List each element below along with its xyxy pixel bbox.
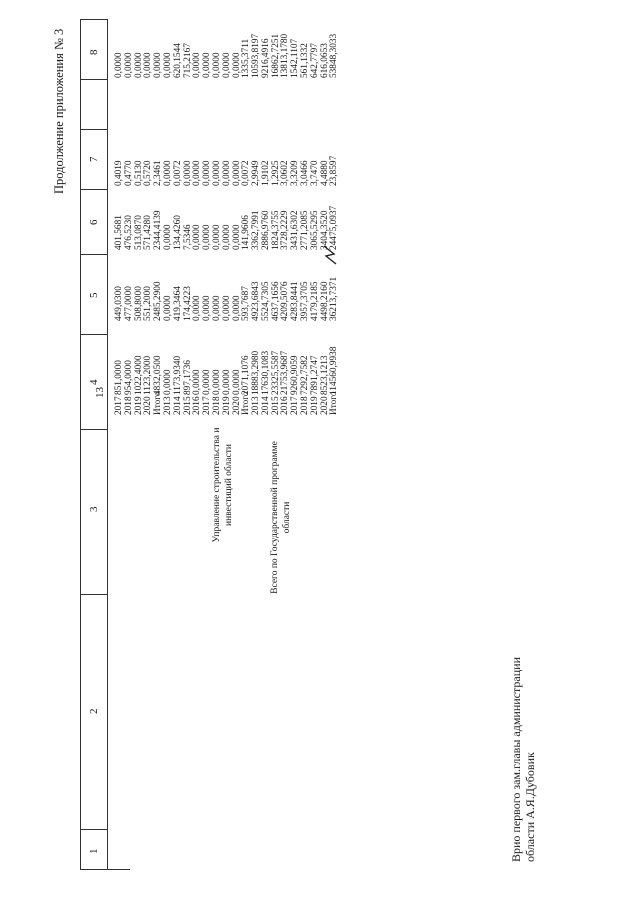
g1_rows-cell-c7: 0,0072 — [172, 160, 183, 186]
g1_rows-cell-c8: 0,0000 — [192, 52, 203, 78]
g1_rows-cell-c7: 0,0000 — [163, 160, 173, 186]
g2_rows-cell-c7: 23,8597 — [329, 155, 340, 186]
g2_rows-cell-c6: 2771,2085 — [300, 210, 310, 250]
top_rows-cell-year: 2017 — [114, 396, 124, 415]
top_rows-cell-c5: 508,8000 — [133, 286, 144, 321]
g1_rows-cell-c6: 0,0000 — [163, 224, 173, 250]
col-number-5: 5 — [88, 292, 100, 298]
g1_rows-cell-c5: 174,4223 — [182, 286, 193, 321]
col-divider — [80, 189, 108, 190]
top_rows-cell-year: 2020 — [143, 396, 154, 415]
col-divider — [80, 79, 108, 80]
col-number-4: 4 — [88, 379, 100, 385]
col-number-8: 8 — [88, 49, 100, 55]
g1_rows-cell-c8: 620,1544 — [172, 43, 183, 78]
top_rows-cell-c8: 0,0000 — [153, 52, 164, 78]
top_rows-cell-c4: 4832,0500 — [153, 355, 164, 395]
g2_rows-cell-c7: 4,4880 — [319, 160, 330, 186]
col-divider — [80, 829, 108, 830]
g2_rows-cell-c8: 53848,3033 — [329, 33, 340, 78]
g1_rows-cell-c6: 0,0000 — [231, 224, 242, 250]
signature-line-2: области А.Я.Дубовик — [523, 752, 537, 862]
g2_rows-cell-c6: 3728,2229 — [280, 210, 291, 250]
g2_rows-cell-c8: 10593,8197 — [251, 33, 261, 78]
section-number: 13 — [94, 387, 106, 398]
g2_rows-cell-c5: 4283,8441 — [290, 281, 301, 321]
g2_rows-cell-year: 2015 — [270, 396, 281, 415]
g2_rows-cell-c7: 3,3209 — [290, 160, 301, 186]
top_rows-cell-c4: 954,0000 — [123, 360, 134, 395]
g2_rows-cell-year: 2014 — [260, 396, 271, 415]
g2_rows-cell-year: 2017 — [290, 396, 301, 415]
g2_rows-cell-year: 2013 — [251, 396, 261, 415]
g1_rows-cell-c8: 1335,3711 — [241, 38, 252, 78]
g1_rows-cell-year: 2020 — [231, 396, 242, 415]
g1_rows-cell-c5: 0,0000 — [231, 295, 242, 321]
g2_rows-cell-c8: 616,0653 — [319, 43, 330, 78]
g1_rows-cell-c7: 0,0000 — [192, 160, 203, 186]
g2_rows-cell-c6: 3431,6302 — [290, 210, 301, 250]
top_rows-cell-c6: 2344,4139 — [153, 210, 164, 250]
g1_rows-cell-year: 2014 — [172, 396, 183, 415]
g1_rows-cell-c8: 0,0000 — [221, 52, 232, 78]
g1_rows-cell-year: 2017 — [202, 396, 213, 415]
col-divider — [80, 334, 108, 335]
g1_rows-cell-c8: 715,2167 — [182, 43, 193, 78]
g1_rows-cell-c4: 0,0000 — [202, 369, 213, 395]
g1_rows-cell-c8: 0,0000 — [202, 52, 213, 78]
g1_rows-cell-c5: 0,0000 — [192, 295, 203, 321]
g2_rows-cell-year: 2019 — [309, 396, 320, 415]
g2_rows-cell-c5: 5524,7305 — [260, 281, 271, 321]
g1_rows-cell-c6: 0,0000 — [192, 224, 203, 250]
top_rows-cell-c5: 551,2000 — [143, 286, 154, 321]
top_rows-cell-year: 2018 — [123, 396, 134, 415]
g1_rows-cell-c4: 0,0000 — [192, 369, 203, 395]
g2_rows-cell-c4: 9260,9059 — [290, 355, 301, 395]
g1_rows-cell-c4: 0,0000 — [221, 369, 232, 395]
g2_rows-cell-c4: 18883,2980 — [251, 350, 261, 395]
top_rows-cell-year: Итого — [153, 391, 164, 415]
table-top-border — [80, 20, 81, 870]
g1_rows-cell-c4: 0,0000 — [212, 369, 222, 395]
g2_rows-cell-c6: 3404,3520 — [319, 210, 330, 250]
g2_rows-cell-c6: 24475,0937 — [329, 205, 340, 250]
g1_rows-cell-c4: 897,1736 — [182, 360, 193, 395]
top_rows-cell-c8: 0,0000 — [133, 52, 144, 78]
g2_rows-cell-c7: 3,0466 — [300, 160, 310, 186]
g2_rows-cell-year: 2020 — [319, 396, 330, 415]
g1_rows-cell-c7: 0,0072 — [241, 160, 252, 186]
g2_rows-cell-c6: 2886,9760 — [260, 210, 271, 250]
g1_rows-cell-year: 2019 — [221, 396, 232, 415]
g2_rows-cell-c4: 23325,5587 — [270, 350, 281, 395]
col-number-7: 7 — [88, 156, 100, 162]
top_rows-cell-c4: 851,0000 — [114, 360, 124, 395]
top_rows-cell-c5: 449,0300 — [114, 286, 124, 321]
top_rows-cell-c6: 401,5681 — [114, 215, 124, 250]
g2_rows-cell-c7: 1,9102 — [260, 160, 271, 186]
top_rows-cell-year: 2019 — [133, 396, 144, 415]
group-label-total-program: Всего по Государственной программе области — [270, 441, 292, 594]
top_rows-cell-c6: 571,4280 — [143, 215, 154, 250]
g2_rows-cell-c4: 7891,2747 — [309, 355, 320, 395]
g1_rows-cell-c8: 0,0000 — [212, 52, 222, 78]
g1_rows-cell-c7: 0,0000 — [231, 160, 242, 186]
g2_rows-cell-c6: 3362,7991 — [251, 210, 261, 250]
top_rows-cell-c7: 0,5720 — [143, 160, 154, 186]
g2_rows-cell-year: 2016 — [280, 396, 291, 415]
col-divider — [80, 594, 108, 595]
top_rows-cell-c5: 2485,2900 — [153, 281, 164, 321]
g2_rows-cell-c7: 1,2925 — [270, 160, 281, 186]
top_rows-cell-c4: 1123,2000 — [143, 355, 154, 395]
col-number-3: 3 — [88, 506, 100, 512]
top_rows-cell-c7: 2,3461 — [153, 160, 164, 186]
g2_rows-cell-c6: 3065,5295 — [309, 210, 320, 250]
top_rows-cell-c5: 477,0000 — [123, 286, 134, 321]
g1_rows-cell-c6: 0,0000 — [221, 224, 232, 250]
g1_rows-cell-c7: 0,0000 — [221, 160, 232, 186]
g1_rows-cell-c8: 0,0000 — [231, 52, 242, 78]
col-number-2: 2 — [88, 708, 100, 714]
g1_rows-cell-year: Итого — [241, 391, 252, 415]
g1_rows-cell-c5: 593,7687 — [241, 286, 252, 321]
g2_rows-cell-c8: 16862,7251 — [270, 33, 281, 78]
col-divider — [80, 429, 108, 430]
g2_rows-cell-c8: 1542,1107 — [290, 38, 301, 78]
g1_rows-cell-c7: 0,0000 — [202, 160, 213, 186]
g1_rows-cell-c4: 0,0000 — [231, 369, 242, 395]
g2_rows-cell-c4: 17630,1083 — [260, 350, 271, 395]
g2_rows-cell-c4: 21753,9687 — [280, 350, 291, 395]
g2_rows-cell-c5: 4179,2185 — [309, 281, 320, 321]
top_rows-cell-c8: 0,0000 — [114, 52, 124, 78]
g1_rows-cell-c6: 0,0000 — [202, 224, 213, 250]
g2_rows-cell-year: 2018 — [300, 396, 310, 415]
top_rows-cell-c6: 513,0870 — [133, 215, 144, 250]
g2_rows-cell-c4: 7292,7582 — [300, 355, 310, 395]
col-number-6: 6 — [88, 219, 100, 225]
g2_rows-cell-c6: 1824,3755 — [270, 210, 281, 250]
top_rows-cell-c7: 0,4019 — [114, 160, 124, 186]
col-divider — [80, 254, 108, 255]
rotated-page — [52, 10, 612, 870]
g2_rows-cell-year: Итого — [329, 391, 340, 415]
g1_rows-cell-c5: 0,0000 — [221, 295, 232, 321]
top_rows-cell-c7: 0,4770 — [123, 160, 134, 186]
column-number-border — [107, 20, 108, 870]
g2_rows-cell-c5: 4498,2160 — [319, 281, 330, 321]
g1_rows-cell-c6: 7,5346 — [182, 224, 193, 250]
g1_rows-cell-c6: 0,0000 — [212, 224, 222, 250]
g2_rows-cell-c8: 9216,4916 — [260, 38, 271, 78]
g1_rows-cell-c4: 0,0000 — [163, 369, 173, 395]
g1_rows-cell-c7: 0,0000 — [212, 160, 222, 186]
g2_rows-cell-c5: 3957,3705 — [300, 281, 310, 321]
g2_rows-cell-c4: 8523,1213 — [319, 355, 330, 395]
g1_rows-cell-c5: 419,3464 — [172, 286, 183, 321]
col-number-1: 1 — [88, 848, 100, 854]
g1_rows-cell-c6: 134,4260 — [172, 215, 183, 250]
g1_rows-cell-c8: 0,0000 — [163, 52, 173, 78]
page-title: Продолжение приложения № 3 — [52, 28, 66, 194]
g2_rows-cell-c8: 13813,1780 — [280, 33, 291, 78]
col-divider — [80, 19, 108, 20]
g2_rows-cell-c8: 642,7797 — [309, 43, 320, 78]
g1_rows-cell-c5: 0,0000 — [163, 295, 173, 321]
g1_rows-cell-c7: 0,0000 — [182, 160, 193, 186]
g2_rows-cell-c4: 114560,9938 — [329, 346, 340, 395]
g1_rows-cell-year: 2018 — [212, 396, 222, 415]
top_rows-cell-c7: 0,5130 — [133, 160, 144, 186]
g2_rows-cell-c7: 3,0602 — [280, 160, 291, 186]
g2_rows-cell-c5: 36213,7371 — [329, 276, 340, 321]
g2_rows-cell-c7: 2,9949 — [251, 160, 261, 186]
top_rows-cell-c4: 1022,4000 — [133, 355, 144, 395]
handwritten-mark — [322, 242, 340, 266]
top_rows-cell-c6: 476,5230 — [123, 215, 134, 250]
g2_rows-cell-c5: 4637,1656 — [270, 281, 281, 321]
top_rows-cell-c8: 0,0000 — [123, 52, 134, 78]
g1_rows-cell-year: 2015 — [182, 396, 193, 415]
g1_rows-cell-c5: 0,0000 — [202, 295, 213, 321]
g1_rows-cell-year: 2016 — [192, 396, 203, 415]
g2_rows-cell-c5: 4923,6843 — [251, 281, 261, 321]
signature-line-1: Врио первого зам.главы администрации — [509, 657, 523, 862]
g1_rows-cell-c6: 141,9606 — [241, 215, 252, 250]
g1_rows-cell-c4: 1173,9340 — [172, 355, 183, 395]
g2_rows-cell-c5: 4209,5076 — [280, 281, 291, 321]
g2_rows-cell-c8: 561,1332 — [300, 43, 310, 78]
table-left-border — [80, 869, 130, 870]
g1_rows-cell-c5: 0,0000 — [212, 295, 222, 321]
top_rows-cell-c8: 0,0000 — [143, 52, 154, 78]
g1_rows-cell-c4: 2071,1076 — [241, 355, 252, 395]
col-divider — [80, 129, 108, 130]
g1_rows-cell-year: 2013 — [163, 396, 173, 415]
group-label-construction: Управление строительства и инвестиций области — [212, 427, 234, 543]
g2_rows-cell-c7: 3,7470 — [309, 160, 320, 186]
